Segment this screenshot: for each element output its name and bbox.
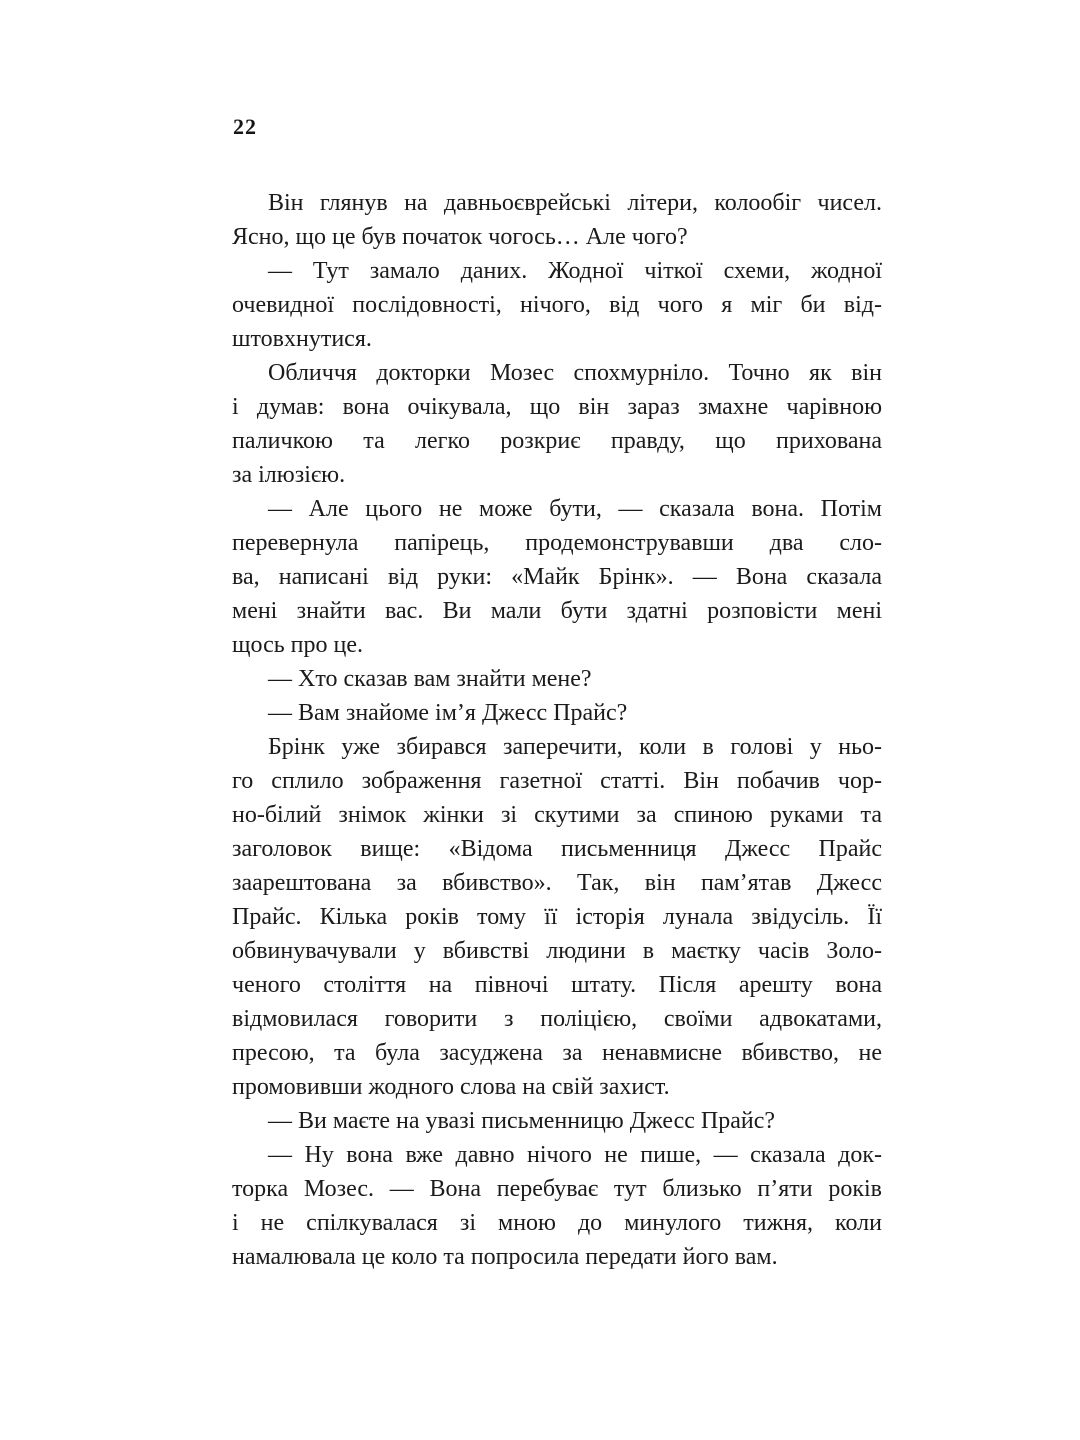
text-line: Прайс. Кілька років тому її історія лунала звідусіль. Її — [232, 904, 882, 930]
text-line: промовивши жодного слова на свій захист. — [232, 1074, 670, 1100]
text-line: но-білий знімок жінки зі скутими за спиною руками та — [232, 802, 882, 828]
text-line: і не спілкувалася зі мною до минулого тижня, коли — [232, 1210, 882, 1236]
text-line: пресою, та була засуджена за ненавмисне вбивство, не — [232, 1040, 882, 1066]
paragraph — [232, 492, 882, 662]
text-line: відмовилася говорити з поліцією, своїми адвокатами, — [232, 1006, 882, 1032]
text-line: і думав: вона очікувала, що він зараз змахне чарівною — [232, 394, 882, 420]
body-text — [232, 186, 882, 1274]
text-line: — Але цього не може бути, — сказала вона. Потім — [268, 496, 882, 522]
text-line: паличкою та легко розкриє правду, що прихована — [232, 428, 882, 454]
paragraph — [232, 730, 882, 1104]
text-line: торка Мозес. — Вона перебуває тут близько п’яти років — [232, 1176, 882, 1202]
text-line: — Хто сказав вам знайти мене? — [268, 666, 592, 692]
text-line: перевернула папірець, продемонструвавши два сло- — [232, 530, 882, 556]
text-line: — Тут замало даних. Жодної чіткої схеми, жодної — [268, 258, 882, 284]
paragraph — [232, 696, 882, 730]
text-line: Ясно, що це був початок чогось… Але чого? — [232, 224, 688, 250]
paragraph — [232, 1138, 882, 1274]
text-line: Брінк уже збирався заперечити, коли в голові у ньо- — [268, 734, 882, 760]
paragraph — [232, 254, 882, 356]
text-line: намалювала це коло та попросила передати його вам. — [232, 1244, 778, 1270]
paragraph — [232, 356, 882, 492]
text-line: обвинувачували у вбивстві людини в маєтку часів Золо- — [232, 938, 882, 964]
text-line: — Вам знайоме ім’я Джесс Прайс? — [268, 700, 628, 726]
paragraph — [232, 186, 882, 254]
text-line: за ілюзією. — [232, 462, 346, 488]
text-line: щось про це. — [232, 632, 364, 658]
text-line: заголовок вище: «Відома письменниця Джесс Прайс — [232, 836, 882, 862]
text-line: мені знайти вас. Ви мали бути здатні розповісти мені — [232, 598, 882, 624]
text-line: очевидної послідовності, нічого, від чого я міг би від- — [232, 292, 882, 318]
text-line: заарештована за вбивство». Так, він пам’ятав Джесс — [232, 870, 882, 896]
text-line: — Ви маєте на увазі письменницю Джесс Прайс? — [268, 1108, 776, 1134]
text-line: Він глянув на давньоєврейські літери, колообіг чисел. — [268, 190, 882, 216]
text-line: ва, написані від руки: «Майк Брінк». — Вона сказала — [232, 564, 882, 590]
text-line: штовхнутися. — [232, 326, 372, 352]
text-line: — Ну вона вже давно нічого не пише, — сказала док- — [268, 1142, 882, 1168]
text-line: го сплило зображення газетної статті. Він побачив чор- — [232, 768, 882, 794]
page-number: 22 — [233, 114, 257, 139]
paragraph — [232, 662, 882, 696]
text-line: ченого століття на півночі штату. Після арешту вона — [232, 972, 882, 998]
paragraph — [232, 1104, 882, 1138]
text-line: Обличчя докторки Мозес спохмурніло. Точно як він — [268, 360, 882, 386]
